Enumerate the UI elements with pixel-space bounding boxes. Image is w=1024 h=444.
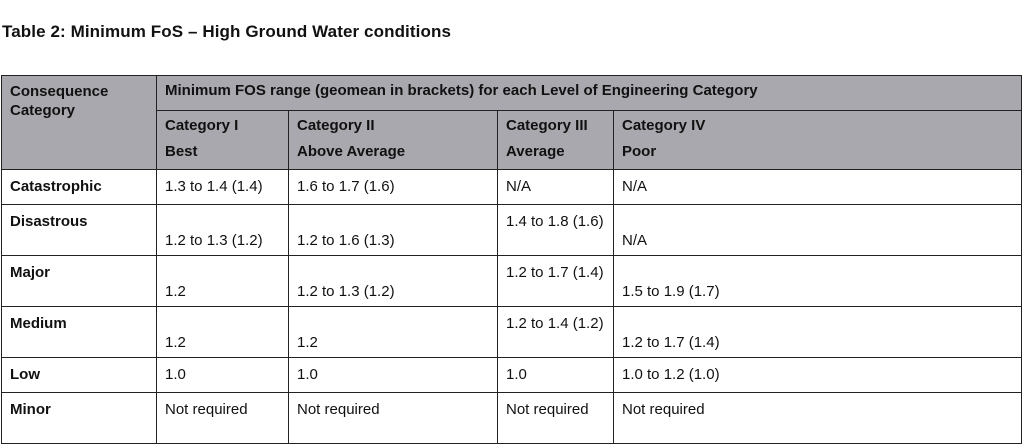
table-cell: 1.3 to 1.4 (1.4) — [157, 170, 289, 205]
header-category: Category III — [498, 111, 614, 142]
table-cell: 1.2 to 1.7 (1.4) — [498, 256, 614, 307]
table-cell: Not required — [498, 393, 614, 444]
header-category: Category II — [289, 111, 498, 142]
table-cell: 1.2 to 1.4 (1.2) — [498, 307, 614, 358]
table-cell: 1.0 — [498, 358, 614, 393]
table-cell: 1.2 — [289, 307, 498, 358]
header-category: Category I — [157, 111, 289, 142]
table-cell: N/A — [614, 205, 1022, 256]
row-category: Major — [2, 256, 157, 307]
table-cell: 1.6 to 1.7 (1.6) — [289, 170, 498, 205]
row-category: Catastrophic — [2, 170, 157, 205]
table-cell: 1.0 to 1.2 (1.0) — [614, 358, 1022, 393]
header-level: Best — [157, 141, 289, 170]
header-category: Category IV — [614, 111, 1022, 142]
table-cell: 1.2 to 1.7 (1.4) — [614, 307, 1022, 358]
table-cell: 1.2 to 1.3 (1.2) — [289, 256, 498, 307]
table-cell: Not required — [157, 393, 289, 444]
table-cell: 1.2 — [157, 256, 289, 307]
table-row — [2, 170, 1022, 205]
table-cell: N/A — [498, 170, 614, 205]
table-cell: 1.2 to 1.6 (1.3) — [289, 205, 498, 256]
header-span: Minimum FOS range (geomean in brackets) for each Level of Engineering Category — [157, 76, 1022, 111]
table-cell: 1.0 — [289, 358, 498, 393]
header-level: Average — [498, 141, 614, 170]
table-row — [2, 256, 1022, 307]
table-cell: 1.0 — [157, 358, 289, 393]
table-cell: Not required — [289, 393, 498, 444]
table-cell: 1.4 to 1.8 (1.6) — [498, 205, 614, 256]
table-cell: 1.2 — [157, 307, 289, 358]
table-cell: 1.2 to 1.3 (1.2) — [157, 205, 289, 256]
header-level: Above Average — [289, 141, 498, 170]
table-title: Table 2: Minimum FoS – High Ground Water conditions — [2, 22, 451, 41]
row-category: Disastrous — [2, 205, 157, 256]
table-cell: N/A — [614, 170, 1022, 205]
table-row — [2, 358, 1022, 393]
row-category: Medium — [2, 307, 157, 358]
table-cell: Not required — [614, 393, 1022, 444]
table-row — [2, 307, 1022, 358]
table-row — [2, 393, 1022, 444]
table-row — [2, 205, 1022, 256]
fos-table — [1, 75, 1022, 444]
header-consequence-category: Consequence Category — [2, 76, 157, 170]
row-category: Minor — [2, 393, 157, 444]
table-cell: 1.5 to 1.9 (1.7) — [614, 256, 1022, 307]
header-level: Poor — [614, 141, 1022, 170]
row-category: Low — [2, 358, 157, 393]
